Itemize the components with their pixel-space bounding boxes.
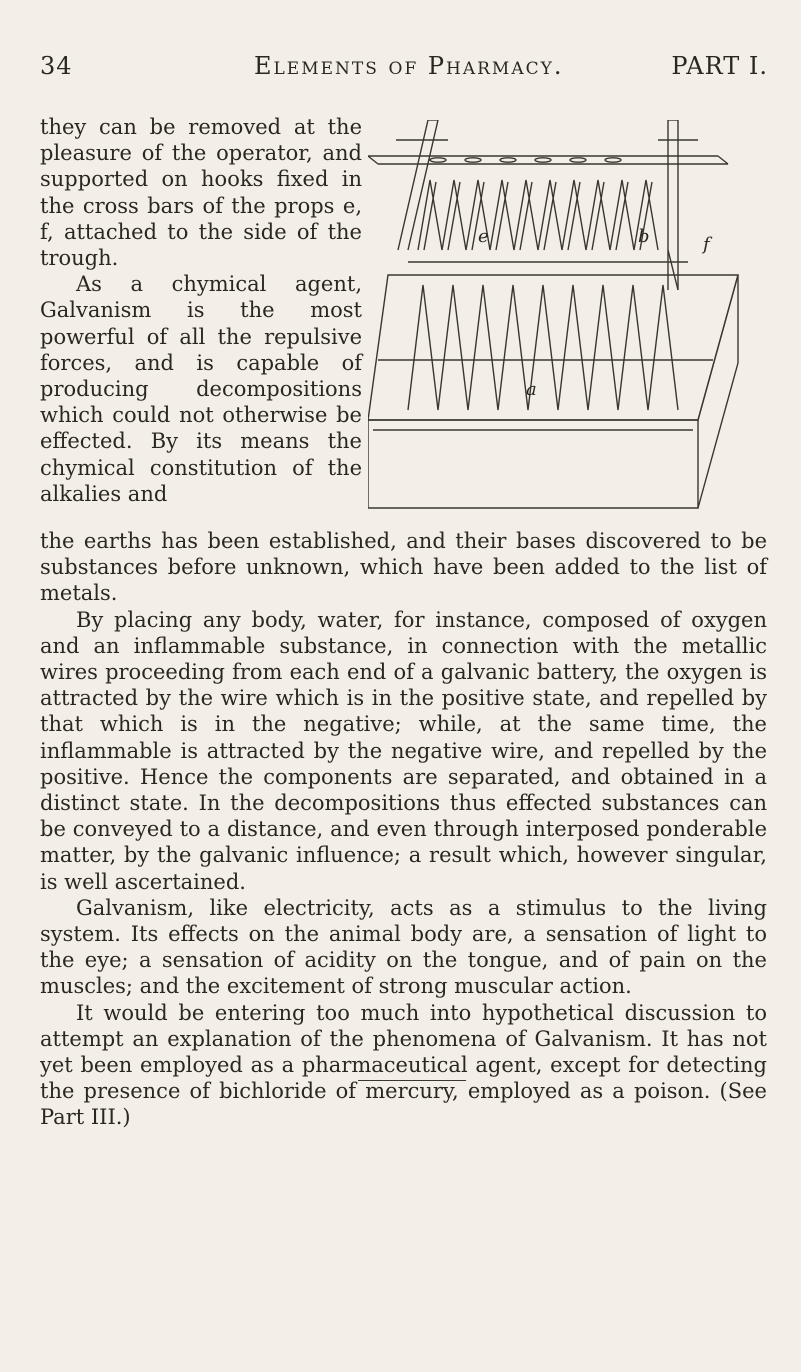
wrapped-text-column — [40, 114, 362, 507]
figure-label-e: e — [478, 226, 489, 247]
page-number: 34 — [40, 52, 73, 80]
figure-label-a: a — [526, 379, 537, 400]
trough — [368, 275, 738, 508]
full-width-text — [40, 528, 767, 1131]
paragraph-decomposition: By placing any body, water, for instance, composed of oxygen and an inflammable substance, in connection with the metallic wires proceeding from each end of a galvanic battery, the oxygen is attracted by the wire which is in the positive state, and repelled by that which is in the negative; while, at the same time, the inflammable is attracted by the negative wire, and repelled by the positive. Hence the components are separated, and obtained in a distinct state. In the decompositions thus effected substances can be conveyed to a distance, and even through interposed ponderable matter, by the galvanic influence; a result which, however singular, is well ascertained. — [40, 607, 767, 894]
galvanic-trough-figure — [368, 120, 788, 515]
suspended-plates — [408, 180, 688, 262]
plate-support-bar — [368, 156, 728, 164]
paragraph-galvanism-agent-cont: the earths has been established, and their bases discovered to be substances before unknown, which have been added to the list of metals. — [40, 529, 767, 606]
section-end-rule — [358, 1080, 466, 1081]
paragraph-continuation: they can be removed at the pleasure of the operator, and supported on hooks fixed in the cross bars of the props e, f, attached to the side of the trough. — [40, 115, 362, 271]
paragraph-galvanism-agent: As a chymical agent, Galvanism is the most powerful of all the repulsive forces, and is capable of producing decompositions which could not otherwise be effected. By its means the chymical constitution of the alkalies and — [40, 272, 362, 506]
figure-label-b: b — [638, 226, 650, 247]
prop-f — [658, 120, 698, 290]
running-header — [40, 46, 768, 86]
paragraph-stimulus: Galvanism, like electricity, acts as a stimulus to the living system. Its effects on the animal body are, a sensation of light to the eye; a sensation of acidity on the tongue, and of pain on the muscles; and the excitement of strong muscular action. — [40, 895, 767, 999]
paragraph-hypothetical: It would be entering too much into hypothetical discussion to attempt an explanation of the phenomena of Galvanism. It has not yet been employed as a pharmaceutical agent, except for detecting the presence of bichloride of mercury, employed as a poison. (See Part III.) — [40, 1000, 767, 1130]
running-title: Elements of Pharmacy. — [254, 52, 564, 80]
part-label: PART I. — [671, 52, 768, 80]
figure-label-f: f — [703, 234, 710, 255]
